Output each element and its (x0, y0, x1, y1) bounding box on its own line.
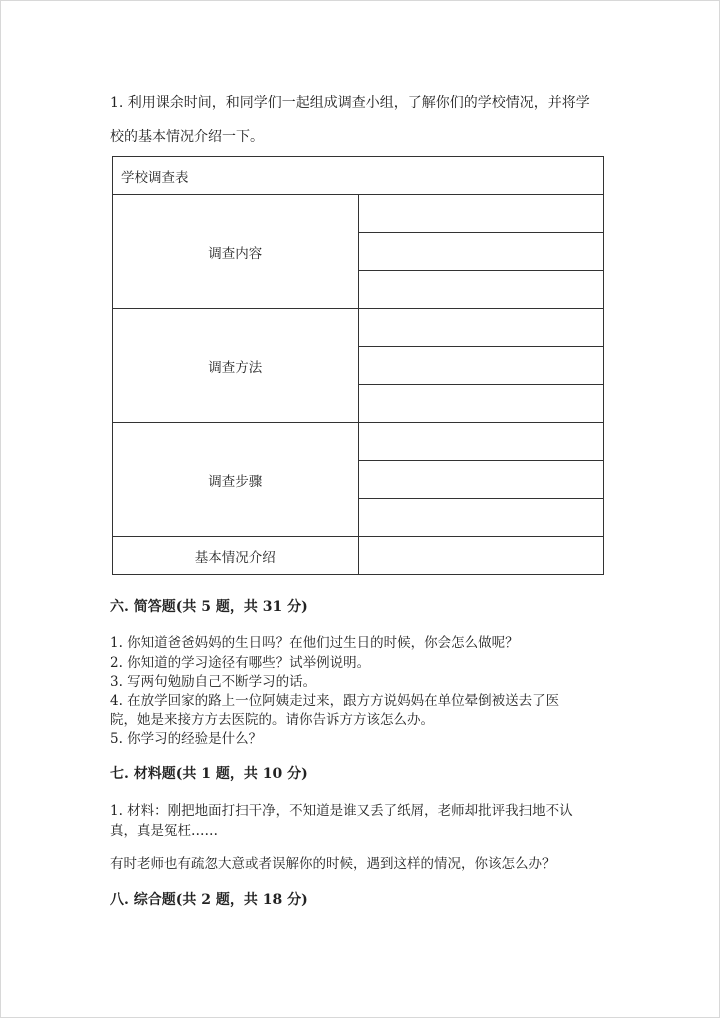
row-label-method: 调查方法 (113, 309, 359, 423)
section-6-q2: 2. 你知道的学习途径有哪些？试举例说明。 (110, 655, 371, 671)
section-7-question: 有时老师也有疏忽大意或者误解你的时候，遇到这样的情况，你该怎么办？ (110, 856, 556, 872)
question-1 (110, 86, 610, 154)
question-1-line-2: 校的基本情况介绍一下。 (110, 129, 264, 145)
answer-cell[interactable] (358, 309, 604, 347)
answer-cell[interactable] (358, 271, 604, 309)
section-6-q4-line-1: 4. 在放学回家的路上一位阿姨走过来，跟方方说妈妈在单位晕倒被送去了医 (110, 693, 560, 709)
question-1-line-1: 1. 利用课余时间，和同学们一起组成调查小组，了解你们的学校情况，并将学 (110, 95, 590, 111)
section-8-heading: 八. 综合题(共 2 题，共 18 分) (110, 892, 308, 908)
answer-cell[interactable] (358, 385, 604, 423)
section-6-q1: 1. 你知道爸爸妈妈的生日吗？在他们过生日的时候，你会怎么做呢？ (110, 635, 519, 651)
answer-cell[interactable] (358, 461, 604, 499)
section-6-q5: 5. 你学习的经验是什么？ (110, 731, 263, 747)
answer-cell[interactable] (358, 233, 604, 271)
row-label-steps: 调查步骤 (113, 423, 359, 537)
section-7-material-line-1: 1. 材料：刚把地面打扫干净，不知道是谁又丢了纸屑，老师却批评我扫地不认 (110, 803, 573, 819)
row-label-summary: 基本情况介绍 (113, 537, 359, 575)
answer-cell[interactable] (358, 423, 604, 461)
section-6-q4-line-2: 院，她是来接方方去医院的。请你告诉方方该怎么办。 (110, 712, 434, 728)
row-label-content: 调查内容 (113, 195, 359, 309)
survey-table-title: 学校调查表 (113, 157, 604, 195)
answer-cell[interactable] (358, 499, 604, 537)
answer-cell[interactable] (358, 537, 604, 575)
section-7-heading: 七. 材料题(共 1 题，共 10 分) (110, 766, 308, 782)
section-6-q3: 3. 写两句勉励自己不断学习的话。 (110, 674, 317, 690)
answer-cell[interactable] (358, 347, 604, 385)
section-6-heading: 六. 简答题(共 5 题，共 31 分) (110, 599, 308, 615)
answer-cell[interactable] (358, 195, 604, 233)
section-7-material-line-2: 真，真是冤枉…… (110, 823, 218, 839)
survey-table (112, 156, 604, 575)
